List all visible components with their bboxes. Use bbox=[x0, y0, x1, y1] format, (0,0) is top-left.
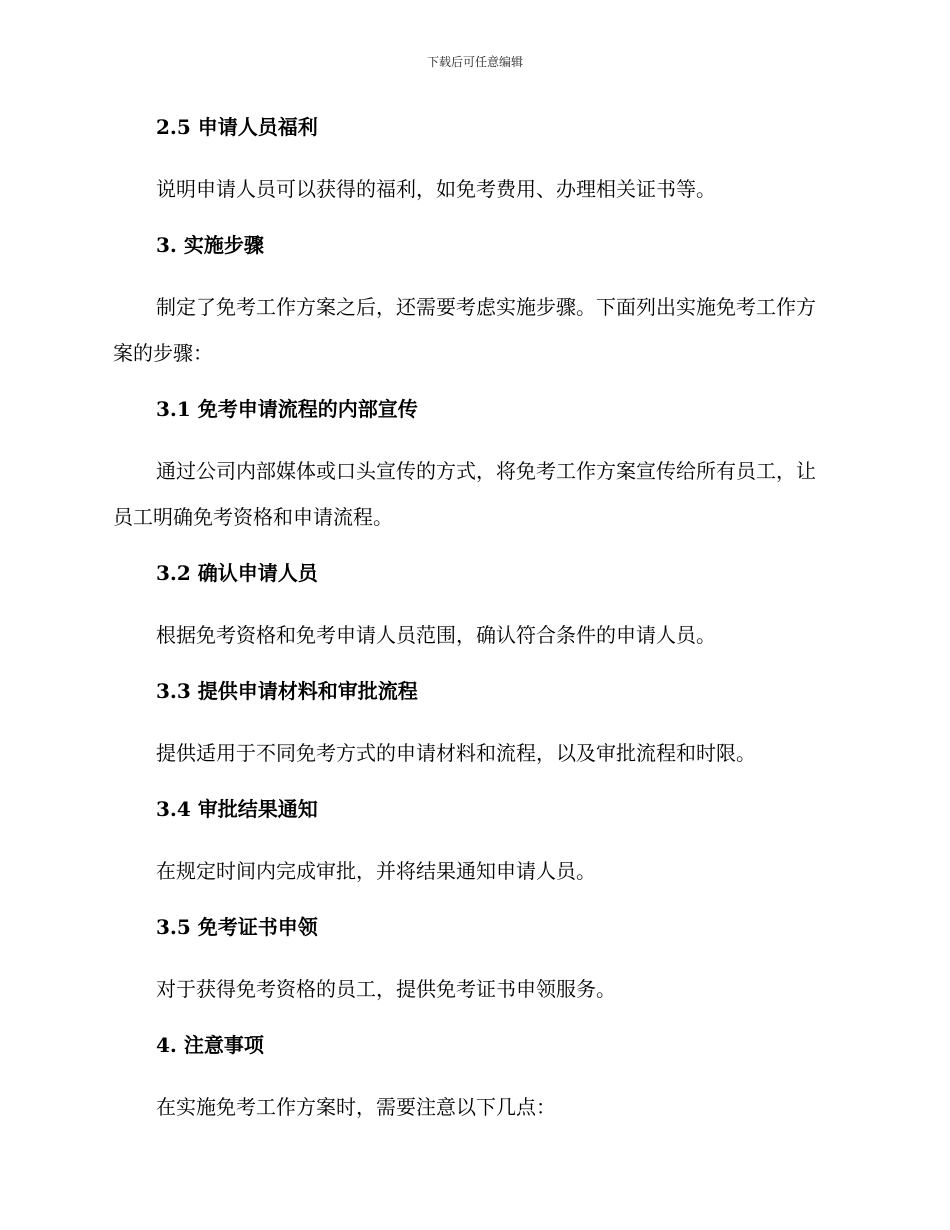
heading-3-1: 3.1 免考申请流程的内部宣传 bbox=[156, 397, 418, 421]
paragraph-4: 在实施免考工作方案时，需要注意以下几点： bbox=[156, 1095, 556, 1119]
heading-3: 3. 实施步骤 bbox=[156, 233, 264, 257]
paragraph-2-5: 说明申请人员可以获得的福利，如免考费用、办理相关证书等。 bbox=[156, 177, 716, 201]
document-body bbox=[113, 112, 833, 1130]
heading-3-4: 3.4 审批结果通知 bbox=[156, 797, 318, 821]
paragraph-3-5: 对于获得免考资格的员工，提供免考证书申领服务。 bbox=[156, 977, 616, 1001]
paragraph-3-3: 提供适用于不同免考方式的申请材料和流程，以及审批流程和时限。 bbox=[156, 741, 756, 765]
heading-3-2: 3.2 确认申请人员 bbox=[156, 561, 318, 585]
paragraph-3: 制定了免考工作方案之后，还需要考虑实施步骤。下面列出实施免考工作方案的步骤： bbox=[113, 295, 816, 365]
paragraph-3-1: 通过公司内部媒体或口头宣传的方式，将免考工作方案宣传给所有员工，让员工明确免考资格和申请流程。 bbox=[113, 459, 816, 529]
heading-4: 4. 注意事项 bbox=[156, 1033, 264, 1057]
header-note: 下载后可任意编辑 bbox=[426, 55, 523, 69]
heading-3-5: 3.5 免考证书申领 bbox=[156, 915, 318, 939]
heading-3-3: 3.3 提供申请材料和审批流程 bbox=[156, 679, 418, 703]
heading-2-5: 2.5 申请人员福利 bbox=[156, 115, 318, 139]
paragraph-3-4: 在规定时间内完成审批，并将结果通知申请人员。 bbox=[156, 859, 596, 883]
paragraph-3-2: 根据免考资格和免考申请人员范围，确认符合条件的申请人员。 bbox=[156, 623, 716, 647]
